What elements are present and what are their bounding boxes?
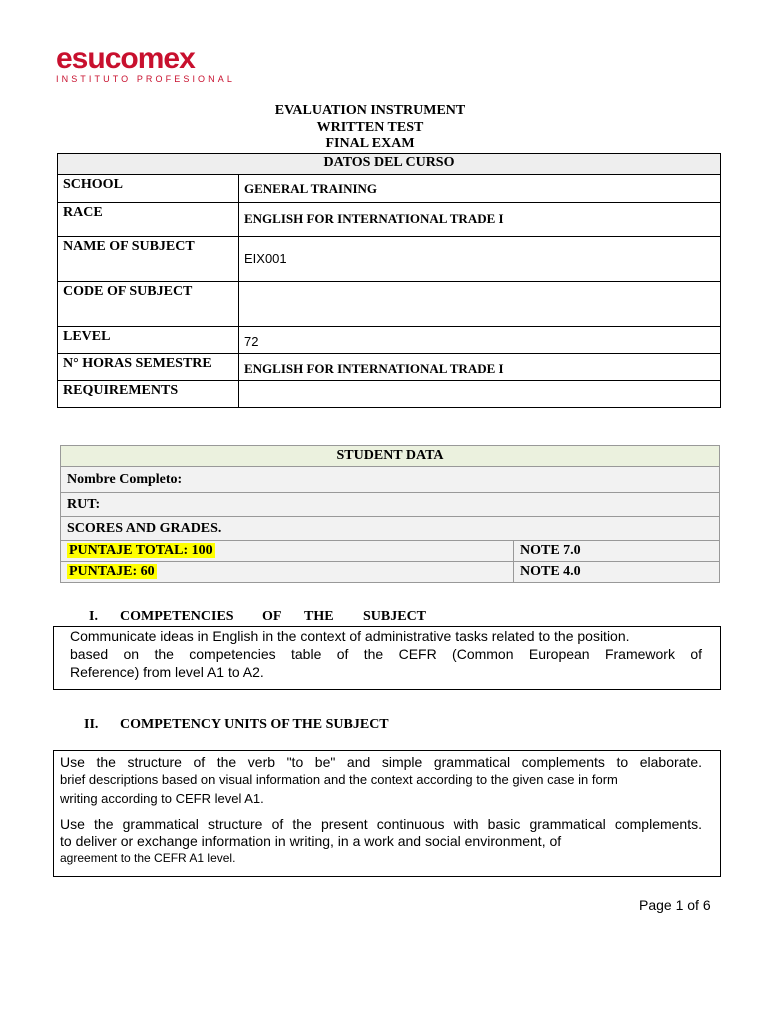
unit-2-line-2: to deliver or exchange information in writing, in a work and social environment, of xyxy=(60,833,562,849)
section-2-title: COMPETENCY UNITS OF THE SUBJECT xyxy=(120,717,389,732)
unit-1-line-1: Use the structure of the verb "to be" and simple grammatical complements to elaborate. xyxy=(60,754,702,770)
logo-subtitle: INSTITUTO PROFESIONAL xyxy=(56,74,235,84)
competency-line-1: Communicate ideas in English in the context of administrative tasks related to the position. xyxy=(70,628,630,644)
esucomex-logo xyxy=(56,44,235,84)
doc-title-1: EVALUATION INSTRUMENT xyxy=(274,103,466,118)
section-1-word-4: SUBJECT xyxy=(363,609,427,624)
unit-2-line-3: agreement to the CEFR A1 level. xyxy=(60,851,236,865)
course-label-requirements: REQUIREMENTS xyxy=(58,381,239,408)
page-number: Page 1 of 6 xyxy=(639,897,711,913)
student-data-table xyxy=(60,445,720,583)
course-value-name-of-subject: EIX001 xyxy=(239,237,721,282)
course-value-school: GENERAL TRAINING xyxy=(239,175,721,203)
course-value-level: 72 xyxy=(239,327,721,354)
course-value-race: ENGLISH FOR INTERNATIONAL TRADE I xyxy=(239,203,721,237)
competency-units-box xyxy=(53,750,721,877)
course-label-code-of-subject: CODE OF SUBJECT xyxy=(58,282,239,327)
section-1-number: I. xyxy=(89,609,98,624)
logo-wordmark: esucomex xyxy=(56,42,195,75)
unit-2-line-1: Use the grammatical structure of the present continuous with basic grammatical complements. xyxy=(60,816,702,832)
section-1-word-1: COMPETENCIES xyxy=(120,609,234,624)
course-value-requirements xyxy=(239,381,721,408)
scores-grades-label: SCORES AND GRADES. xyxy=(61,517,720,541)
course-value-code-of-subject xyxy=(239,282,721,327)
section-1-word-2: OF xyxy=(262,609,282,624)
course-label-name-of-subject: NAME OF SUBJECT xyxy=(58,237,239,282)
course-table-header: DATOS DEL CURSO xyxy=(58,154,721,175)
unit-1-line-3: writing according to CEFR level A1. xyxy=(60,791,264,806)
section-2-number: II. xyxy=(84,717,99,732)
course-value-horas-semestre: ENGLISH FOR INTERNATIONAL TRADE I xyxy=(239,354,721,381)
competency-line-3: Reference) from level A1 to A2. xyxy=(70,664,264,680)
student-full-name-label: Nombre Completo: xyxy=(61,467,720,493)
section-1-word-3: THE xyxy=(304,609,334,624)
doc-title-3: FINAL EXAM xyxy=(325,136,415,151)
student-table-header: STUDENT DATA xyxy=(61,446,720,467)
competency-line-2: based on the competencies table of the CEFR (Common European Framework of xyxy=(70,646,702,662)
total-score-cell xyxy=(61,541,514,562)
competencies-box xyxy=(53,626,721,690)
student-rut-label: RUT: xyxy=(61,493,720,517)
pass-score-note: NOTE 4.0 xyxy=(514,562,720,583)
unit-1-line-2: brief descriptions based on visual information and the context according to the given case in form xyxy=(60,772,618,787)
doc-title-2: WRITTEN TEST xyxy=(316,120,424,135)
total-score-label: PUNTAJE TOTAL: 100 xyxy=(69,543,213,558)
course-label-race: RACE xyxy=(58,203,239,237)
course-label-horas-semestre: N° HORAS SEMESTRE xyxy=(58,354,239,381)
course-label-school: SCHOOL xyxy=(58,175,239,203)
course-label-level: LEVEL xyxy=(58,327,239,354)
course-data-table xyxy=(57,153,721,408)
pass-score-cell xyxy=(61,562,514,583)
total-score-note: NOTE 7.0 xyxy=(514,541,720,562)
pass-score-label: PUNTAJE: 60 xyxy=(69,564,155,579)
